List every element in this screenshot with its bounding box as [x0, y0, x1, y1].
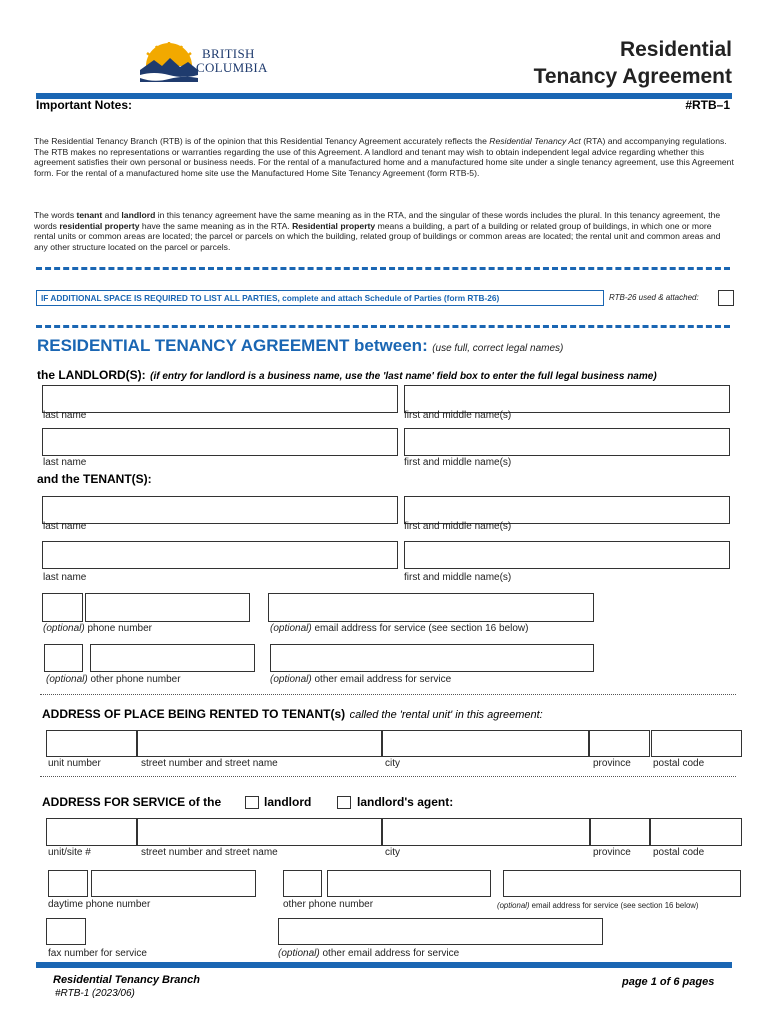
schedule-notice: IF ADDITIONAL SPACE IS REQUIRED TO LIST ALL PARTIES, complete and attach Schedule of Parties (form RTB-26)	[36, 290, 604, 306]
service-postal-code-label: postal code	[653, 847, 705, 858]
rental-unit-number-input[interactable]	[46, 730, 137, 757]
tenant1-last-name-label: last name	[43, 521, 87, 532]
service-other-email-label: (optional) other email address for service	[278, 948, 460, 959]
rental-city-input[interactable]	[382, 730, 589, 757]
divider-dotted	[40, 694, 736, 695]
tenant2-last-name-input[interactable]	[42, 541, 398, 569]
service-email-label: (optional) email address for service (see section 16 below)	[497, 901, 699, 910]
rental-unit-number-label: unit number	[48, 758, 101, 769]
landlord1-last-name-input[interactable]	[42, 385, 398, 413]
tenant-email-label: (optional) email address for service (see section 16 below)	[270, 623, 529, 634]
tenant-other-phone-label: (optional) other phone number	[46, 674, 181, 685]
important-notes-heading: Important Notes:	[36, 98, 132, 112]
service-unit-site-label: unit/site #	[48, 847, 91, 858]
tenant1-first-middle-input[interactable]	[404, 496, 730, 524]
landlord2-last-name-input[interactable]	[42, 428, 398, 456]
service-email-input[interactable]	[503, 870, 741, 897]
footer-form-revision: #RTB-1 (2023/06)	[55, 988, 135, 999]
service-other-phone-input[interactable]	[327, 870, 491, 897]
bc-logo-line1: BRITISH	[202, 46, 255, 61]
form-code: #RTB–1	[685, 98, 730, 112]
tenant-other-phone-input[interactable]	[90, 644, 255, 672]
landlord2-first-middle-label: first and middle name(s)	[404, 457, 512, 468]
service-other-phone-area-input[interactable]	[283, 870, 322, 897]
service-street-label: street number and street name	[141, 847, 278, 858]
tenant-other-email-label: (optional) other email address for service	[270, 674, 452, 685]
footer-page-number: page 1 of 6 pages	[622, 976, 715, 988]
landlord-section-label: the LANDLORD(S): (if entry for landlord is a business name, use the 'last name' field box to enter the full legal business name)	[37, 368, 657, 382]
tenant1-first-middle-label: first and middle name(s)	[404, 521, 512, 532]
service-landlord-checkbox[interactable]	[245, 796, 259, 809]
service-agent-checkbox[interactable]	[337, 796, 351, 809]
tenant1-last-name-input[interactable]	[42, 496, 398, 524]
service-daytime-phone-area-input[interactable]	[48, 870, 88, 897]
service-street-input[interactable]	[137, 818, 382, 846]
rental-street-input[interactable]	[137, 730, 382, 757]
notes-paragraph-1: The Residential Tenancy Branch (RTB) is of the opinion that this Residential Tenancy Agreement accurately reflects the Residential Tenancy Act (RTA) and accompanying regulations. The RTB makes no representations or warranties regarding the use of this Agreement. A landlord and tenant may wish to obtain independent legal advice regarding whether this agreement satisfies their own personal or business needs. For the rental of a manufactured home and a manufactured home site under a single tenancy agreement, use this Agreement form. For the rental of a manufactured home site use the Manufactured Home Site Tenancy Agreement (form RTB-5).	[34, 136, 734, 178]
rental-province-label: province	[593, 758, 631, 769]
bc-logo	[138, 40, 278, 84]
service-unit-site-input[interactable]	[46, 818, 137, 846]
service-province-label: province	[593, 847, 631, 858]
bc-sun-mountain-icon	[138, 40, 200, 82]
divider-dotted	[40, 776, 736, 777]
header-rule	[36, 93, 732, 99]
landlord1-first-middle-input[interactable]	[404, 385, 730, 413]
service-city-input[interactable]	[382, 818, 590, 846]
divider-dashed	[36, 267, 730, 270]
tenant-phone-input[interactable]	[85, 593, 250, 622]
service-city-label: city	[385, 847, 400, 858]
tenant2-first-middle-label: first and middle name(s)	[404, 572, 512, 583]
rental-postal-code-input[interactable]	[651, 730, 742, 757]
landlord1-first-middle-label: first and middle name(s)	[404, 410, 512, 421]
service-fax-label: fax number for service	[48, 948, 147, 959]
tenant-phone-label: (optional) phone number	[43, 623, 152, 634]
tenant-other-phone-area-input[interactable]	[44, 644, 83, 672]
tenant2-last-name-label: last name	[43, 572, 87, 583]
service-other-email-input[interactable]	[278, 918, 603, 945]
tenant-section-label: and the TENANT(S):	[37, 472, 152, 486]
rental-unit-heading: ADDRESS OF PLACE BEING RENTED TO TENANT(s) called the 'rental unit' in this agreement:	[42, 707, 543, 721]
service-agent-label: landlord's agent:	[357, 795, 454, 809]
landlord1-last-name-label: last name	[43, 410, 87, 421]
agreement-heading: RESIDENTIAL TENANCY AGREEMENT between: (use full, correct legal names)	[37, 336, 564, 355]
service-other-phone-label: other phone number	[283, 899, 374, 910]
service-daytime-phone-input[interactable]	[91, 870, 256, 897]
service-fax-input[interactable]	[46, 918, 86, 945]
tenant-other-email-input[interactable]	[270, 644, 594, 672]
tenant2-first-middle-input[interactable]	[404, 541, 730, 569]
rental-street-label: street number and street name	[141, 758, 278, 769]
rtb26-used-checkbox[interactable]	[718, 290, 734, 306]
service-daytime-phone-label: daytime phone number	[48, 899, 151, 910]
landlord2-last-name-label: last name	[43, 457, 87, 468]
page-title-line1: Residential	[619, 38, 732, 61]
bc-logo-line2: COLUMBIA	[196, 60, 268, 75]
notes-paragraph-2: The words tenant and landlord in this tenancy agreement have the same meaning as in the RTA, and the singular of these words includes the plural. In this tenancy agreement, the words residential property have the same meaning as in the RTA. Residential property means a building, a part of a building or related group of buildings, in which one or more rental units or common areas are located; the parcel or parcels on which the building, related group of buildings or common areas are located; the rental unit and common areas and any other structure located on the parcel or parcels.	[34, 210, 721, 252]
service-postal-code-input[interactable]	[650, 818, 742, 846]
divider-dashed	[36, 325, 730, 328]
landlord2-first-middle-input[interactable]	[404, 428, 730, 456]
service-province-input[interactable]	[590, 818, 650, 846]
tenant-email-input[interactable]	[268, 593, 594, 622]
page-title-line2: Tenancy Agreement	[533, 65, 732, 88]
footer-rule	[36, 962, 732, 968]
rtb26-used-label: RTB-26 used & attached:	[609, 293, 699, 302]
footer-branch: Residential Tenancy Branch	[53, 974, 200, 986]
rental-city-label: city	[385, 758, 400, 769]
tenant-phone-area-input[interactable]	[42, 593, 83, 622]
service-heading: ADDRESS FOR SERVICE of the	[42, 795, 222, 809]
rental-province-input[interactable]	[589, 730, 650, 757]
service-landlord-label: landlord	[264, 795, 312, 809]
rental-postal-code-label: postal code	[653, 758, 705, 769]
